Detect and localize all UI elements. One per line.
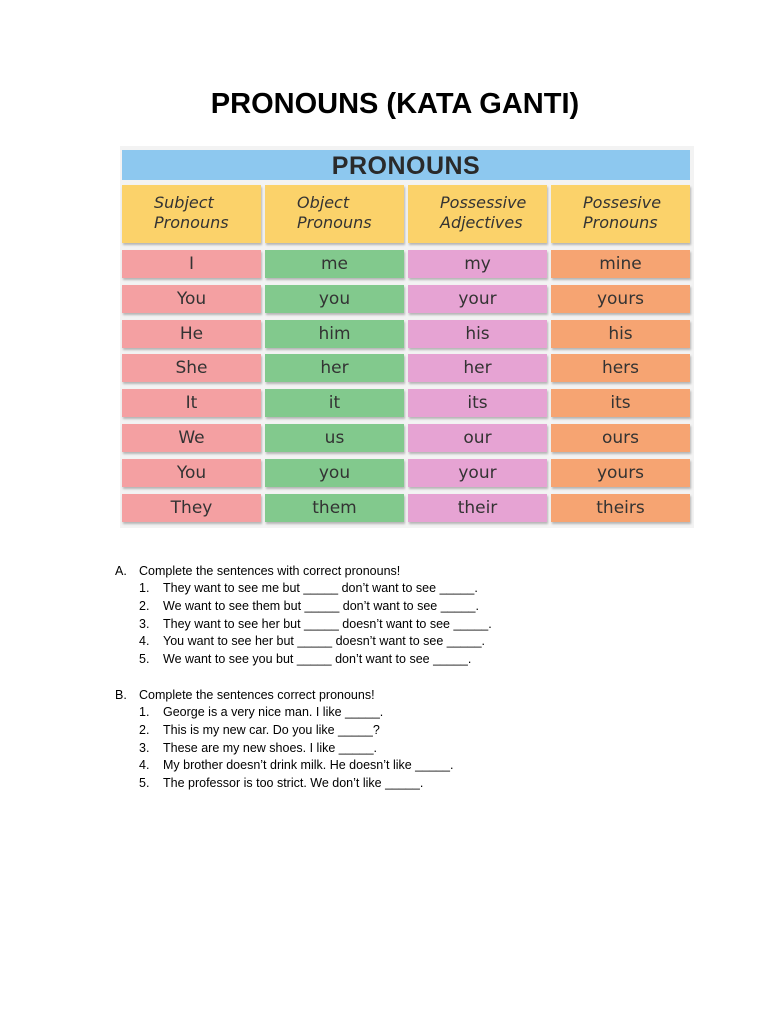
item-sentence: This is my new car. Do you like _____?: [163, 722, 380, 737]
header-line: Object: [297, 193, 350, 212]
exercise-item: [115, 651, 715, 669]
item-sentence: They want to see her but _____ doesn’t want to see _____.: [163, 616, 492, 631]
object-cell: it: [265, 389, 404, 417]
exercise-section: [115, 562, 715, 669]
exercise-heading: [115, 686, 715, 704]
possessive-adjective-cell: our: [408, 424, 547, 452]
possessive-adjective-cell: your: [408, 459, 547, 487]
item-number: 2.: [139, 598, 150, 613]
header-line: Subject: [154, 193, 214, 212]
item-sentence: They want to see me but _____ don’t want to see _____.: [163, 581, 478, 595]
item-sentence: We want to see them but _____ don’t want to see _____.: [163, 598, 479, 613]
exercise-item: [115, 616, 715, 634]
possessive-pronoun-cell: hers: [551, 354, 690, 382]
subject-cell: They: [122, 494, 261, 522]
possessive-adjective-cell: your: [408, 285, 547, 313]
header-line: Pronouns: [297, 213, 372, 232]
subject-cell: He: [122, 320, 261, 348]
possessive-pronoun-cell: his: [551, 320, 690, 348]
item-number: 1.: [139, 581, 150, 595]
item-number: 4.: [139, 758, 150, 773]
header-line: Possesive: [583, 193, 662, 212]
subject-cell: I: [122, 250, 261, 278]
exercise-item: [115, 598, 715, 616]
exercise-item: [115, 633, 715, 651]
header-possessive-pronouns: [551, 185, 690, 243]
item-sentence: We want to see you but _____ don’t want to see _____.: [163, 652, 472, 667]
exercise-instruction: Complete the sentences with correct pronouns!: [139, 564, 401, 578]
possessive-pronoun-cell: yours: [551, 459, 690, 487]
possessive-pronoun-cell: ours: [551, 424, 690, 452]
item-number: 3.: [139, 616, 150, 631]
header-line: Pronouns: [154, 213, 229, 232]
exercise-section: [115, 686, 715, 793]
exercise-heading: [115, 562, 715, 580]
exercise-item: [115, 775, 715, 793]
item-sentence: The professor is too strict. We don’t like _____.: [163, 776, 424, 791]
item-sentence: You want to see her but _____ doesn’t want to see _____.: [163, 634, 486, 649]
exercise-item: [115, 722, 715, 740]
item-sentence: My brother doesn’t drink milk. He doesn’t like _____.: [163, 758, 454, 773]
item-number: 2.: [139, 722, 150, 737]
header-line: Pronouns: [583, 213, 658, 232]
header-subject-pronouns: [122, 185, 261, 243]
object-cell: her: [265, 354, 404, 382]
item-number: 5.: [139, 776, 150, 791]
subject-cell: You: [122, 285, 261, 313]
possessive-adjective-cell: my: [408, 250, 547, 278]
page-title: PRONOUNS (KATA GANTI): [210, 88, 580, 120]
exercise-item: [115, 757, 715, 775]
item-number: 5.: [139, 652, 150, 667]
possessive-adjective-cell: their: [408, 494, 547, 522]
item-sentence: These are my new shoes. I like _____.: [163, 740, 378, 755]
exercise-item: [115, 704, 715, 722]
object-cell: you: [265, 285, 404, 313]
possessive-adjective-cell: her: [408, 354, 547, 382]
subject-cell: We: [122, 424, 261, 452]
exercise-item: [115, 580, 715, 598]
chart-banner: PRONOUNS: [122, 150, 690, 180]
possessive-pronoun-cell: yours: [551, 285, 690, 313]
exercise-instruction: Complete the sentences correct pronouns!: [139, 688, 375, 702]
exercise-letter: B.: [115, 688, 127, 702]
header-line: Possessive: [440, 193, 527, 212]
subject-cell: She: [122, 354, 261, 382]
possessive-pronoun-cell: its: [551, 389, 690, 417]
header-possessive-adjectives: [408, 185, 547, 243]
exercise-letter: A.: [115, 564, 127, 578]
exercise-item: [115, 740, 715, 758]
object-cell: them: [265, 494, 404, 522]
item-sentence: George is a very nice man. I like _____.: [163, 705, 384, 719]
object-cell: us: [265, 424, 404, 452]
item-number: 3.: [139, 740, 150, 755]
subject-cell: You: [122, 459, 261, 487]
possessive-pronoun-cell: mine: [551, 250, 690, 278]
header-line: Adjectives: [440, 213, 523, 232]
possessive-adjective-cell: its: [408, 389, 547, 417]
object-cell: you: [265, 459, 404, 487]
possessive-pronoun-cell: theirs: [551, 494, 690, 522]
header-object-pronouns: [265, 185, 404, 243]
item-number: 4.: [139, 634, 150, 649]
pronoun-chart: [120, 146, 694, 528]
possessive-adjective-cell: his: [408, 320, 547, 348]
object-cell: him: [265, 320, 404, 348]
item-number: 1.: [139, 705, 150, 719]
object-cell: me: [265, 250, 404, 278]
subject-cell: It: [122, 389, 261, 417]
